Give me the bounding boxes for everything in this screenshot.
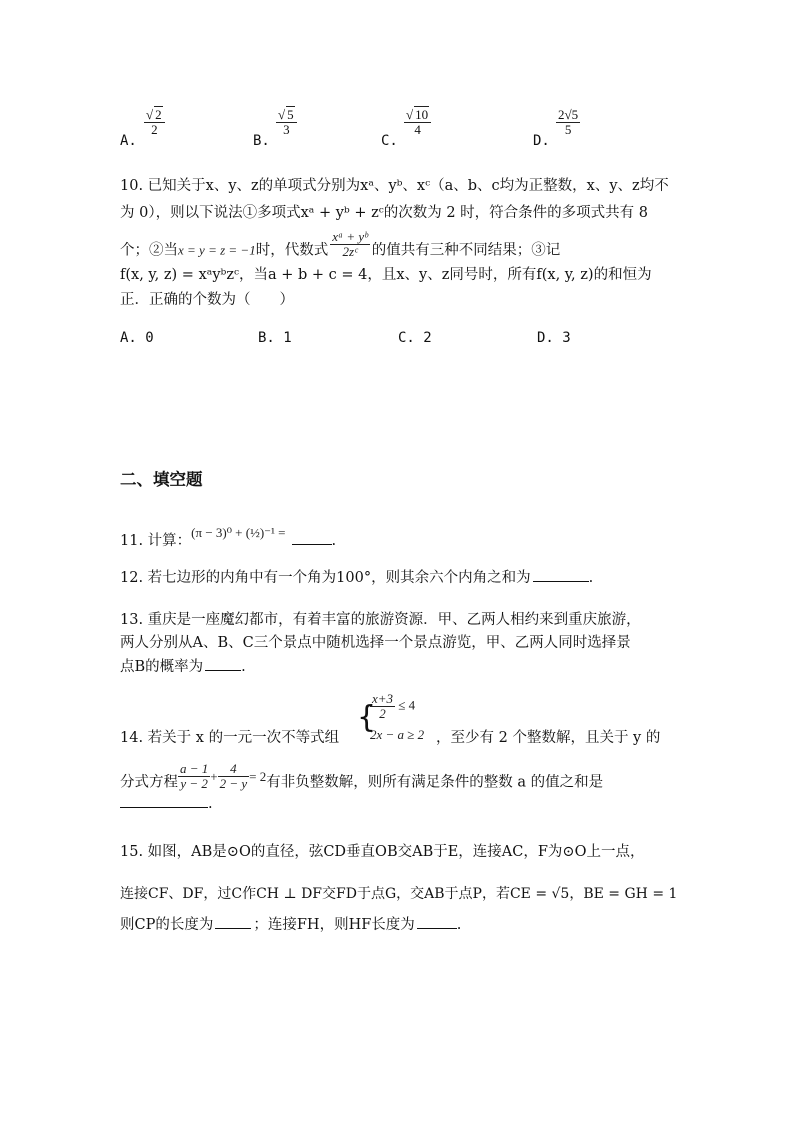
q10-line-5: 正．正确的个数为（ ） bbox=[120, 292, 294, 308]
q13-line-2: 两人分别从A、B、C三个景点中随机选择一个景点游览，甲、乙两人同时选择景 bbox=[120, 635, 631, 651]
q14-line-2-b: 有非负整数解，则所有满足条件的整数 a 的值之和是 bbox=[266, 774, 604, 791]
q12-text: 12. 若七边形的内角中有一个角为100°，则其余六个内角之和为 bbox=[120, 570, 531, 586]
q14-line-3 bbox=[120, 793, 213, 814]
q9-b-denominator: 3 bbox=[283, 122, 290, 137]
q10-line-3-c: 的值共有三种不同结果；③记 bbox=[371, 242, 561, 259]
q14-line-2-a: 分式方程 bbox=[120, 774, 178, 791]
q14-system-row-2 bbox=[370, 727, 424, 743]
q12-answer-blank bbox=[533, 567, 589, 582]
q10-option-d: D. 3 bbox=[537, 330, 571, 346]
q14-plus: + bbox=[210, 768, 218, 784]
q14-sys1-num: x+3 bbox=[372, 691, 394, 706]
q11-answer-blank bbox=[292, 530, 332, 545]
q14-sys2: 2x − a ≥ 2 bbox=[370, 727, 425, 742]
q14-f2-num: 4 bbox=[218, 762, 250, 777]
q13-line-3 bbox=[120, 656, 246, 677]
q9-option-c-value: $\frac{√ 10}{4}$ bbox=[404, 108, 431, 137]
q9-option-d-value bbox=[556, 108, 580, 137]
q9-c-numerator: 10 bbox=[415, 107, 429, 122]
q9-option-c-label: C. bbox=[381, 133, 398, 149]
q9-d-numerator: 2√5 bbox=[558, 107, 579, 122]
q13-line-1: 13. 重庆是一座魔幻都市，有着丰富的旅游资源．甲、乙两人相约来到重庆旅游， bbox=[120, 612, 641, 628]
q14-line-1b: ，至少有 2 个整数解，且关于 y 的 bbox=[436, 730, 661, 746]
q14-equals: = 2 bbox=[249, 768, 267, 784]
q14-sys1-rest: ≤ 4 bbox=[398, 697, 416, 713]
q9-a-numerator: 2 bbox=[155, 107, 162, 122]
q10-fraction bbox=[330, 230, 370, 259]
q9-d-denominator: 5 bbox=[564, 122, 572, 137]
q10-line-3 bbox=[120, 229, 561, 265]
q11-suffix: . bbox=[331, 533, 337, 549]
q9-a-denominator: 2 bbox=[151, 122, 158, 137]
q15-suffix: . bbox=[456, 917, 462, 933]
question-12 bbox=[120, 567, 593, 588]
section-title: 二、填空题 bbox=[120, 470, 203, 489]
q15-line-1: 15. 如图，AB是⊙O的直径，弦CD垂直OB交AB于E，连接AC，F为⊙O上一点， bbox=[120, 844, 645, 860]
question-11 bbox=[120, 525, 337, 551]
q9-b-numerator: 5 bbox=[287, 107, 294, 122]
q14-f2-den: 2 − y bbox=[219, 776, 248, 791]
q9-option-a-label: A. bbox=[120, 133, 137, 149]
q14-line-1a: 14. 若关于 x 的一元一次不等式组 bbox=[120, 730, 340, 746]
q11-expression: (π − 3)⁰ + (½)⁻¹ = bbox=[191, 525, 286, 540]
q14-f1-num: a − 1 bbox=[180, 761, 209, 776]
q13-suffix: . bbox=[241, 659, 246, 675]
q10-line-3-b: 时，代数式 bbox=[255, 242, 329, 259]
q14-answer-blank bbox=[120, 793, 208, 808]
q10-fraction-num: xᵃ + yᵇ bbox=[332, 229, 368, 244]
q10-line-4: f(x, y, z) = xᵃyᵇzᶜ，当a + b + c = 4，且x、y、z同号时，所有f(x, y, z)的和恒为 bbox=[120, 267, 652, 283]
q13-line-3-text: 点B的概率为 bbox=[120, 659, 204, 675]
q15-line-3-a: 则CP的长度为 bbox=[120, 917, 214, 933]
q10-option-c: C. 2 bbox=[398, 330, 432, 346]
q10-line-1: 10. 已知关于x、y、z的单项式分别为xᵃ、yᵇ、xᶜ（a、b、c均为正整数，x、y、z均不 bbox=[120, 178, 669, 194]
q14-system-fraction bbox=[370, 692, 395, 721]
q12-suffix: . bbox=[588, 570, 594, 586]
q10-option-a: A. 0 bbox=[120, 330, 154, 346]
q15-line-2: 连接CF、DF，过C作CH ⊥ DF交FD于点G，交AB于点P，若CE = √5，BE = GH = 1 bbox=[120, 886, 678, 902]
q14-f1-den: y − 2 bbox=[180, 776, 208, 791]
q14-system-row-1 bbox=[370, 692, 415, 721]
q10-option-b: B. 1 bbox=[258, 330, 292, 346]
q14-suffix: . bbox=[208, 796, 213, 812]
q14-fraction-2 bbox=[218, 762, 250, 791]
q15-line-3-b: ；连接FH，则HF长度为 bbox=[253, 917, 415, 933]
q9-option-b-value: $\frac{√ 5}{3}$ bbox=[276, 108, 297, 137]
q15-line-3 bbox=[120, 914, 461, 935]
q15-answer-blank-2 bbox=[417, 914, 457, 929]
q10-fraction-den: 2zᶜ bbox=[342, 244, 358, 259]
q14-system-brace: { bbox=[357, 700, 377, 735]
q14-fraction-1 bbox=[178, 762, 210, 791]
q9-c-denominator: 4 bbox=[414, 122, 421, 137]
q9-option-b-label: B. bbox=[253, 133, 270, 149]
q15-answer-blank-1 bbox=[215, 914, 251, 929]
q9-option-d-label: D. bbox=[533, 133, 550, 149]
q10-line-2: 为 0），则以下说法①多项式xᵃ + yᵇ + zᶜ的次数为 2 时，符合条件的多项式共有 8 bbox=[120, 205, 649, 221]
q11-prefix: 11. 计算： bbox=[120, 533, 192, 549]
q14-sys1-den: 2 bbox=[379, 706, 386, 721]
q13-answer-blank bbox=[205, 656, 241, 671]
q10-line-3-a: 个；②当 bbox=[120, 242, 178, 259]
q9-option-a-value: $\frac{√ 2}{2}$ bbox=[144, 108, 165, 137]
q10-condition: x = y = z = −1 bbox=[178, 242, 256, 258]
